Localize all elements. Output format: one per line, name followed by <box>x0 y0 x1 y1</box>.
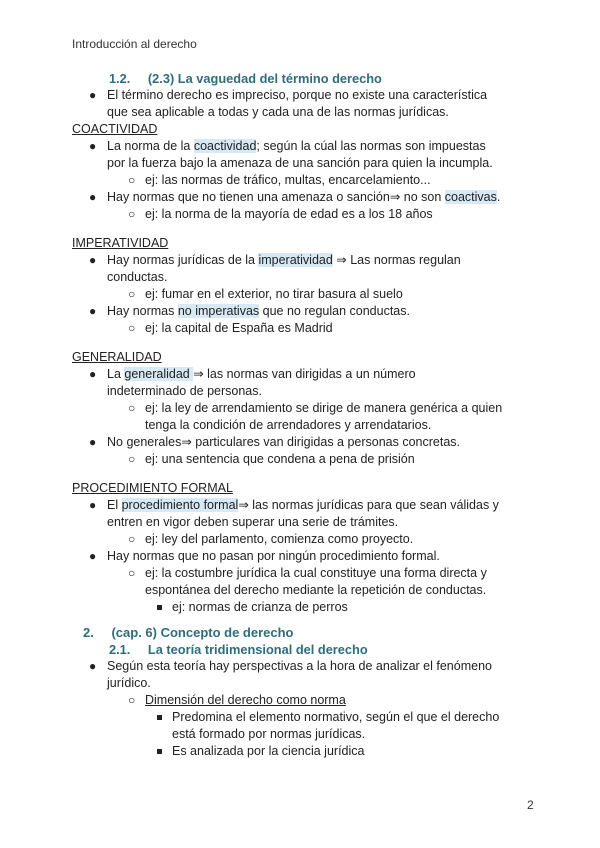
sub-sub-list-item: ej: normas de crianza de perros <box>172 599 600 616</box>
sub-list-item-continuation: espontánea del derecho mediante la repetición de conductas. <box>145 583 487 597</box>
square-bullet-icon <box>157 605 162 610</box>
list-item: ● El procedimiento formal⇒ las normas jurídicas para que sean válidas y <box>89 498 499 512</box>
highlighted-term: procedimiento formal <box>121 498 239 512</box>
sub-list-item: ○ ej: las normas de tráfico, multas, encarcelamiento... <box>128 173 431 187</box>
bullet-icon: ● <box>89 190 97 204</box>
subsection-title-procedimiento-formal: PROCEDIMIENTO FORMAL <box>72 481 233 495</box>
list-item-continuation: conductas. <box>107 270 168 284</box>
section-number: 1.2. <box>109 71 131 86</box>
sub-list-item: ○ ej: la norma de la mayoría de edad es a los 18 años <box>128 207 433 221</box>
section-title: (cap. 6) Concepto de derecho <box>111 625 294 640</box>
page-number: 2 <box>527 798 534 812</box>
highlighted-term: generalidad <box>124 367 194 381</box>
circle-bullet-icon: ○ <box>128 173 136 187</box>
list-item: ● Hay normas jurídicas de la imperatividad ⇒ Las normas regulan <box>89 253 461 267</box>
sub-list-item: ○ Dimensión del derecho como norma <box>128 693 346 707</box>
circle-bullet-icon: ○ <box>128 401 136 415</box>
section-number: 2.1. <box>109 642 131 657</box>
circle-bullet-icon: ○ <box>128 207 136 221</box>
bullet-icon: ● <box>89 435 97 449</box>
section-title: (2.3) La vaguedad del término derecho <box>147 71 382 86</box>
list-item: ● Según esta teoría hay perspectivas a la hora de analizar el fenómeno <box>89 659 492 673</box>
sub-sub-list-item-continuation: está formado por normas jurídicas. <box>172 727 366 741</box>
list-item: ● Hay normas no imperativas que no regulan conductas. <box>89 304 410 318</box>
bullet-icon: ● <box>89 304 97 318</box>
list-item: ● Hay normas que no tienen una amenaza o sanción⇒ no son coactivas. <box>89 190 501 204</box>
circle-bullet-icon: ○ <box>128 693 136 707</box>
sub-list-item: ○ ej: la costumbre jurídica la cual constituye una forma directa y <box>128 566 487 580</box>
section-number: 2. <box>83 625 94 640</box>
highlighted-term: imperatividad <box>258 253 333 267</box>
list-item-continuation: indeterminado de personas. <box>107 384 262 398</box>
bullet-icon: ● <box>89 367 97 381</box>
list-item: ● La norma de la coactividad; según la cúal las normas son impuestas <box>89 139 486 153</box>
square-bullet-icon <box>157 715 162 720</box>
circle-bullet-icon: ○ <box>128 287 136 301</box>
list-item-continuation: entren en vigor deben superar una serie de trámites. <box>107 515 399 529</box>
sub-list-item: ○ ej: fumar en el exterior, no tirar basura al suelo <box>128 287 403 301</box>
document-body <box>0 70 600 760</box>
circle-bullet-icon: ○ <box>128 566 136 580</box>
list-item: ● No generales⇒ particulares van dirigidas a personas concretas. <box>89 435 461 449</box>
sub-sub-list-item: Predomina el elemento normativo, según el que el derecho <box>172 709 600 726</box>
list-item-continuation: por la fuerza bajo la amenaza de una sanción para quien la incumpla. <box>107 156 493 170</box>
bullet-icon: ● <box>89 253 97 267</box>
sub-list-item: ○ ej: una sentencia que condena a pena de prisión <box>128 452 415 466</box>
subsection-title-imperatividad: IMPERATIVIDAD <box>72 236 169 250</box>
bullet-icon: ● <box>89 498 97 512</box>
circle-bullet-icon: ○ <box>128 452 136 466</box>
list-item: ● Hay normas que no pasan por ningún procedimiento formal. <box>89 549 440 563</box>
list-item: ● El término derecho es impreciso, porque no existe una característica <box>89 88 488 102</box>
highlighted-term: no imperativas <box>177 304 260 318</box>
bullet-icon: ● <box>89 659 97 673</box>
bullet-icon: ● <box>89 549 97 563</box>
section-heading-2-1 <box>109 641 600 658</box>
sub-list-item: ○ ej: la capital de España es Madrid <box>128 321 333 335</box>
sub-list-item: ○ ej: ley del parlamento, comienza como proyecto. <box>128 532 414 546</box>
highlighted-term: coactivas <box>444 190 497 204</box>
section-heading-2 <box>83 624 600 641</box>
sub-sub-list-item: Es analizada por la ciencia jurídica <box>172 743 600 760</box>
circle-bullet-icon: ○ <box>128 532 136 546</box>
sub-list-item-continuation: tenga la condición de arrendadores y arrendatarios. <box>145 418 432 432</box>
subsection-title-coactividad: COACTIVIDAD <box>72 122 158 136</box>
sub-list-item: ○ ej: la ley de arrendamiento se dirige de manera genérica a quien <box>128 401 503 415</box>
subsection-title-generalidad: GENERALIDAD <box>72 350 162 364</box>
list-item-continuation: que sea aplicable a todas y cada una de las normas jurídicas. <box>107 105 449 119</box>
section-heading-1-2 <box>109 70 600 87</box>
bullet-icon: ● <box>89 88 97 102</box>
list-item-continuation: jurídico. <box>107 676 151 690</box>
running-header: Introducción al derecho <box>72 37 197 51</box>
section-title: La teoría tridimensional del derecho <box>147 642 368 657</box>
list-item: ● La generalidad ⇒ las normas van dirigidas a un número <box>89 367 416 381</box>
circle-bullet-icon: ○ <box>128 321 136 335</box>
bullet-icon: ● <box>89 139 97 153</box>
highlighted-term: coactividad <box>193 139 257 153</box>
square-bullet-icon <box>157 749 162 754</box>
